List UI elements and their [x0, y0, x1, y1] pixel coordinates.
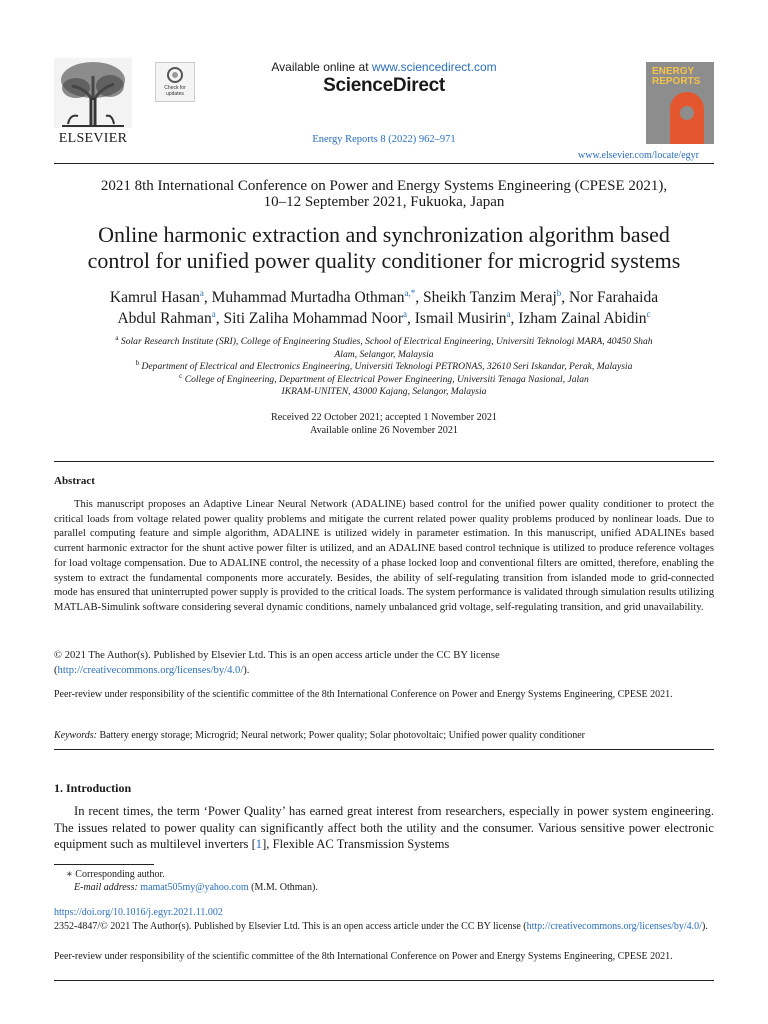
author-list [54, 287, 714, 329]
check-updates-label: Check for updates [164, 85, 186, 97]
author-name[interactable]: Izham Zainal Abidin [518, 310, 647, 327]
license-footnote-text: 2352-4847/© 2021 The Author(s). Published by Elsevier Ltd. This is an open access article under the CC BY license ( [54, 921, 527, 932]
affiliation-text: Department of Electrical and Electronics Engineering, Universiti Teknologi PETRONAS, 32610 Seri Iskandar, Perak, Malaysia [141, 361, 633, 373]
copyright-text: © 2021 The Author(s). Published by Elsevier Ltd. This is an open access article under the CC BY license [54, 650, 500, 661]
intro-text: In recent times, the term ‘Power Quality’ has earned great interest from researchers, especially in power system engineering. The issues related to power quality can significantly affect both the utility and the consumer. Various sensitive power electronic equipment such as multilevel inverters [ [54, 804, 714, 851]
page-bottom-divider [54, 980, 714, 981]
abstract-bottom-divider [54, 749, 714, 750]
email-note [54, 881, 734, 894]
abstract-heading: Abstract [54, 475, 95, 487]
journal-header [0, 0, 768, 165]
author-email-link[interactable]: mamat505my@yahoo.com [140, 882, 249, 893]
author-line-1: Kamrul Hasan$^a$, Muhammad Murtadha Othman$^{a,*}$, Sheikh Tanzim Meraj$^b$, Nor Farahaida [109, 288, 659, 306]
cc-license-link[interactable]: http://creativecommons.org/licenses/by/4.0/ [57, 664, 244, 676]
license-open: ( [54, 664, 58, 676]
author-name[interactable]: Siti Zaliha Mohammad Noor [223, 310, 404, 327]
footnote-divider [54, 864, 154, 865]
header-divider [54, 163, 714, 164]
journal-cover-e-icon [670, 92, 704, 144]
paper-title [54, 222, 714, 274]
author-name[interactable]: Muhammad Murtadha Othman [211, 289, 405, 306]
author-affiliation-mark[interactable]: a [211, 309, 216, 319]
sciencedirect-link[interactable]: www.sciencedirect.com [371, 60, 497, 74]
author-affiliation-mark[interactable]: a [403, 309, 408, 319]
affiliation-c [70, 371, 698, 387]
footnote-cc-license-link[interactable]: http://creativecommons.org/licenses/by/4.0/ [526, 921, 702, 932]
affiliation-text: College of Engineering, Department of Electrical Power Engineering, Universiti Tenaga Nasional, Jalan [184, 373, 589, 385]
author-affiliation-mark[interactable]: a [506, 309, 511, 319]
abstract-body: This manuscript proposes an Adaptive Linear Neural Network (ADALINE) based control for the unified power quality conditioner to protect the critical loads from voltage related power quality problems and mitigate the current related power quality problems produced by nonlinear loads. Due to parallel computing feature and simple algorithm, ADALINE is utilized widely in parameter estimation. In this manuscript, unified ADALINEs based current harmonic extractor for the shunt active power filter is utilized, and an ADALINE based control technique is utilized to produce reference voltages for load voltage compensation. Due to ADALINE control, the necessity of a phase locked loop and conventional filters are omitted, therefore, enabling the system to extract the fundamental components more accurately. Besides, the ability of self-regulating transition from islanded mode to grid-connected mode has ensured that uninterrupted power supply is provided to the critical loads. The system performance is validated through simulation results utilizing MATLAB-Simulink software considering several dynamic conditions, namely unbalanced grid voltage, self-regulating transition, and grid unavailability. [54, 499, 714, 613]
sciencedirect-wordmark[interactable]: ScienceDirect [323, 75, 445, 96]
email-label: E-mail address: [74, 882, 138, 893]
section-heading-introduction: 1. Introduction [54, 781, 132, 795]
license-footnote-end: ). [701, 921, 708, 932]
available-online-label: Available online at [271, 60, 372, 74]
affiliation-c-cont: IKRAM-UNITEN, 43000 Kajang, Selangor, Malaysia [281, 386, 487, 398]
available-date: Available online 26 November 2021 [309, 425, 459, 436]
affiliation-a-cont: Alam, Selangor, Malaysia [334, 348, 434, 360]
received-date: Received 22 October 2021; accepted 1 November 2021 [270, 412, 498, 423]
conference-line-1: 2021 8th International Conference on Power and Energy Systems Engineering (CPESE 2021), [100, 178, 668, 194]
publisher-name: ELSEVIER [58, 131, 128, 146]
journal-cover[interactable] [646, 62, 714, 144]
conference-info [54, 178, 714, 210]
intro-text-cont: ], Flexible AC Transmission Systems [262, 837, 450, 851]
affiliation-text: Solar Research Institute (SRI), College of Engineering Studies, School of Electrical Engineering, Universiti Teknologi MARA, 40450 Shah [120, 336, 653, 347]
keywords-list: Battery energy storage; Microgrid; Neural network; Power quality; Solar photovoltaic; Unified power quality conditioner [99, 730, 585, 741]
article-dates [54, 411, 714, 437]
conference-line-2: 10–12 September 2021, Fukuoka, Japan [263, 194, 505, 210]
title-line-2: control for unified power quality conditioner for microgrid systems [87, 248, 681, 273]
affiliations [70, 336, 698, 399]
copyright-notice [54, 649, 714, 678]
corresponding-author-note: ∗ Corresponding author. [66, 869, 165, 880]
affiliation-label: a [115, 334, 119, 342]
author-name[interactable]: Kamrul Hasan [109, 289, 200, 306]
introduction-paragraph [54, 803, 714, 853]
abstract-top-divider [54, 461, 714, 462]
license-close: ). [243, 664, 250, 676]
email-owner: (M.M. Othman). [251, 882, 318, 893]
journal-homepage-link[interactable]: www.elsevier.com/locate/egyr [578, 150, 699, 161]
author-affiliation-mark[interactable]: a,* [404, 288, 416, 298]
affiliation-b [70, 361, 698, 374]
author-name[interactable]: Sheikh Tanzim Meraj [422, 289, 557, 306]
author-affiliation-mark[interactable]: b [556, 288, 562, 298]
journal-cover-title: ENERGY REPORTS [652, 66, 701, 87]
author-affiliation-mark[interactable]: a [199, 288, 204, 298]
keywords [54, 729, 714, 743]
journal-reference[interactable]: Energy Reports 8 (2022) 962–971 [312, 134, 456, 145]
keywords-label: Keywords: [54, 730, 97, 741]
peer-review-note: Peer-review under responsibility of the scientific committee of the 8th International Conference on Power and Energy Systems Engineering, CPESE 2021. [54, 689, 673, 700]
affiliation-label: c [179, 371, 183, 380]
author-name[interactable]: Nor Farahaida [569, 289, 659, 306]
title-line-1: Online harmonic extraction and synchronization algorithm based [98, 222, 670, 247]
author-line-2: Abdul Rahman$^a$, Siti Zaliha Mohammad Noor$^a$, Ismail Musirin$^a$, Izham Zainal Abidin$^c$ [117, 309, 651, 327]
footnote-peer-review: Peer-review under responsibility of the scientific committee of the 8th International Conference on Power and Energy Systems Engineering, CPESE 2021. [54, 951, 673, 962]
author-name[interactable]: Abdul Rahman [117, 310, 212, 327]
affiliation-label: b [135, 359, 140, 368]
citation-link[interactable]: 1 [255, 837, 263, 851]
doi-link[interactable]: https://doi.org/10.1016/j.egyr.2021.11.002 [54, 907, 223, 918]
author-name[interactable]: Ismail Musirin [414, 310, 507, 327]
author-affiliation-mark[interactable]: c [646, 309, 651, 319]
license-footnote [54, 920, 714, 933]
affiliation-a [70, 336, 698, 349]
